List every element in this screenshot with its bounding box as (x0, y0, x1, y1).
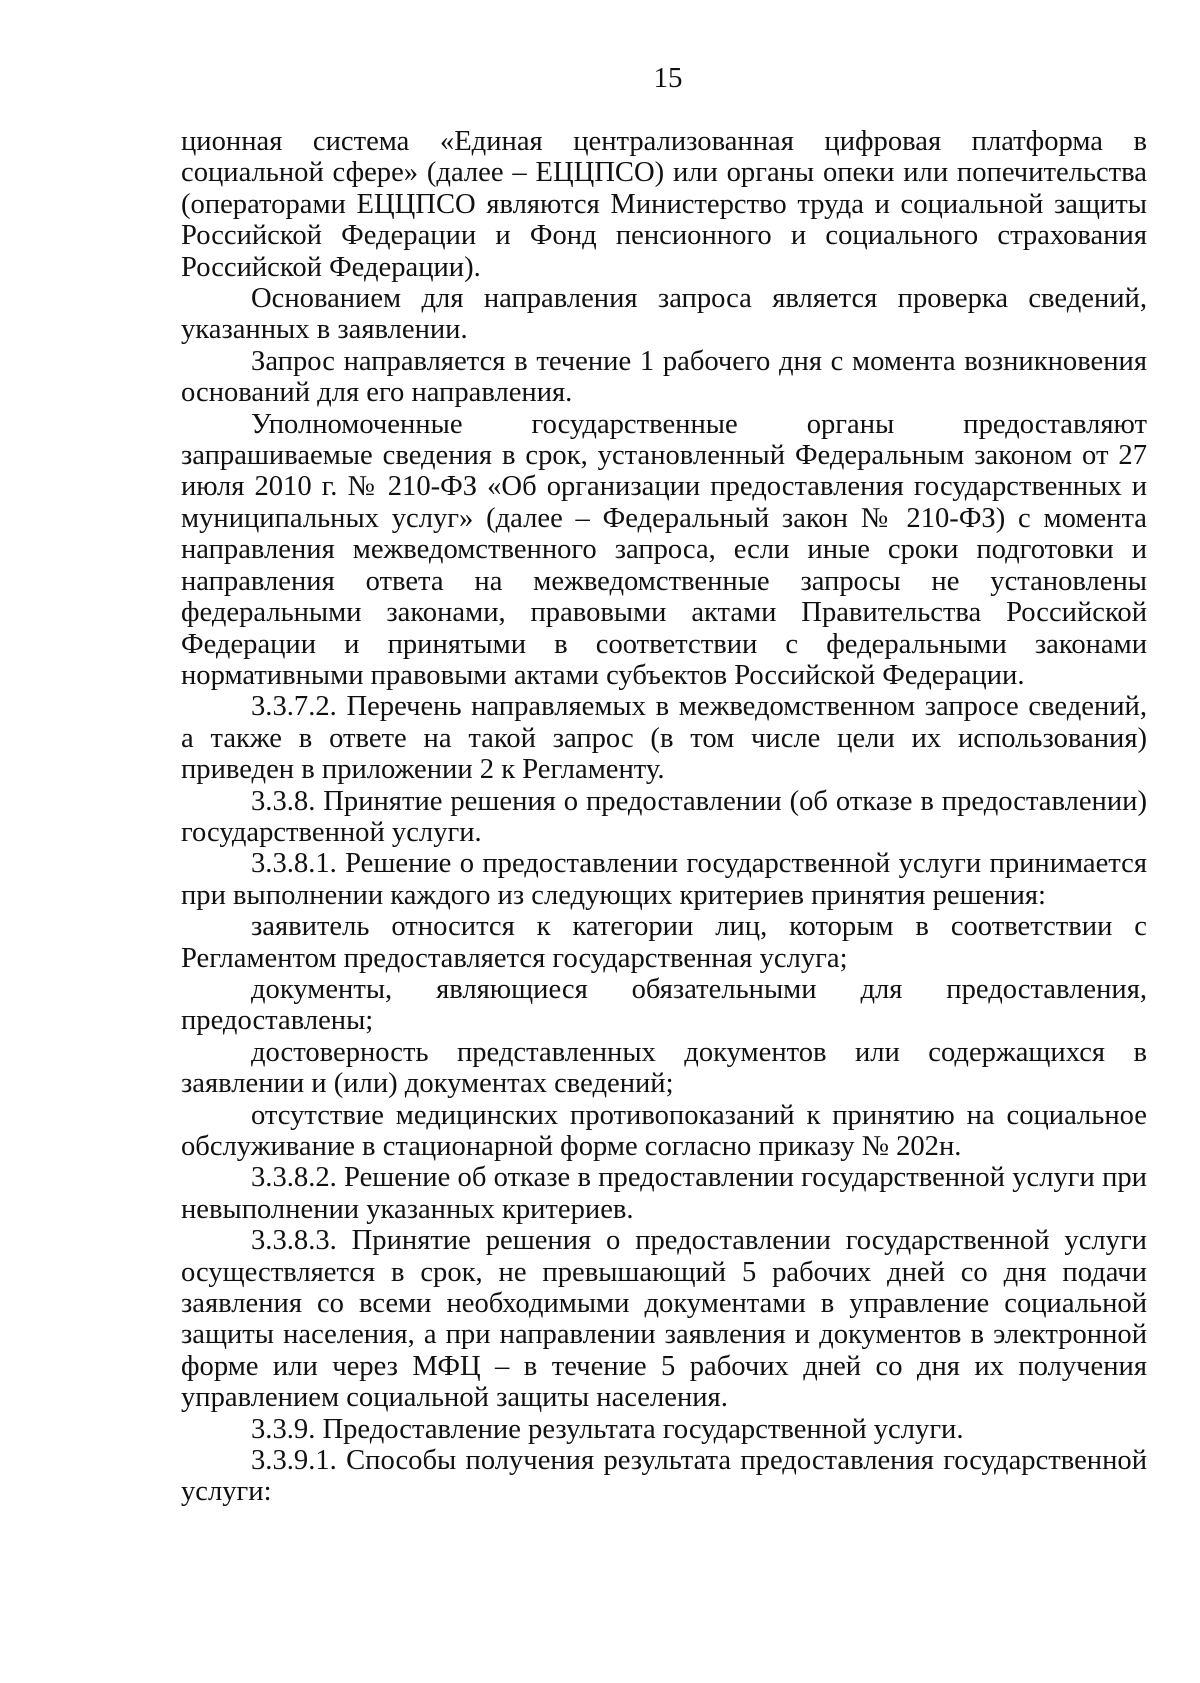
paragraph: ционная система «Единая централизованная цифровая платформа в социальной сфере» (далее – ЕЦЦПСО) или органы опеки или попечительства (операторами ЕЦЦПСО являются Министерство труда и социальной защиты Российской Федерации и Фонд пенсионного и социального страхования Российской Федерации). (181, 126, 1147, 283)
list-item: достоверность представленных документов или содержащихся в заявлении и (или) документах сведений; (181, 1036, 1147, 1100)
paragraph: 3.3.9. Предоставление результата государственной услуги. (251, 1413, 964, 1445)
page-number: 15 (653, 62, 683, 94)
document-body (181, 126, 1147, 1508)
paragraph: 3.3.8. Принятие решения о предоставлении (об отказе в предоставлении) государственной услуги. (181, 785, 1147, 848)
paragraph: 3.3.8.1. Решение о предоставлении государственной услуги принимается при выполнении каждого из следующих критериев принятия решения: (181, 848, 1147, 911)
paragraph: Основанием для направления запроса является проверка сведений, указанных в заявлении. (181, 283, 1147, 346)
paragraph: 3.3.7.2. Перечень направляемых в межведомственном запросе сведений, а также в ответе на такой запрос (в том числе цели их использования) приведен в приложении 2 к Регламенту. (181, 691, 1147, 786)
paragraph: 3.3.8.2. Решение об отказе в предоставлении государственной услуги при невыполнении указанных критериев. (181, 1162, 1147, 1225)
paragraph: 3.3.8.3. Принятие решения о предоставлении государственной услуги осуществляется в срок, не превышающий 5 рабочих дней со дня подачи заявления со всеми необходимыми документами в управление социальной защиты населения, а при направлении заявления и документов в электронной форме или через МФЦ – в течение 5 рабочих дней со дня их получения управлением социальной защиты населения. (181, 1225, 1147, 1414)
paragraph: 3.3.9.1. Способы получения результата предоставления государственной услуги: (181, 1445, 1147, 1508)
list-item: заявитель относится к категории лиц, которым в соответствии с Регламентом предоставляется государственная услуга; (181, 911, 1147, 974)
list-item: отсутствие медицинских противопоказаний к принятию на социальное обслуживание в стационарной форме согласно приказу № 202н. (181, 1099, 1147, 1162)
paragraph: Запрос направляется в течение 1 рабочего дня с момента возникновения оснований для его направления. (181, 345, 1147, 409)
paragraph: Уполномоченные государственные органы предоставляют запрашиваемые сведения в срок, установленный Федеральным законом от 27 июля 2010 г. № 210-ФЗ «Об организации предоставления государственных и муниципальных услуг» (далее – Федеральный закон № 210-ФЗ) с момента направления межведомственного запроса, если иные сроки подготовки и направления ответа на межведомственные запросы не установлены федеральными законами, правовыми актами Правительства Российской Федерации и принятыми в соответствии с федеральными законами нормативными правовыми актами субъектов Российской Федерации. (181, 408, 1147, 691)
list-item: документы, являющиеся обязательными для предоставления, предоставлены; (181, 973, 1147, 1037)
